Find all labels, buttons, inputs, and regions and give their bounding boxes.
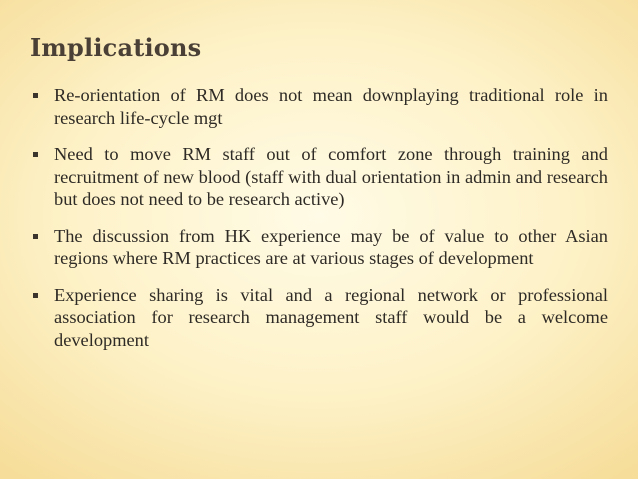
- bullet-item: [32, 225, 608, 270]
- square-bullet-icon: [33, 293, 38, 298]
- bullet-list: [32, 84, 608, 365]
- bullet-text: The discussion from HK experience may be of value to other Asian regions where RM practices are at various stages of development: [54, 225, 608, 268]
- slide-title: Implications: [30, 33, 202, 62]
- bullet-item: [32, 143, 608, 211]
- bullet-item: [32, 284, 608, 352]
- bullet-text: Need to move RM staff out of comfort zone through training and recruitment of new blood (staff with dual orientation in admin and research but does not need to be research active): [54, 144, 608, 209]
- square-bullet-icon: [33, 234, 38, 239]
- bullet-text: Experience sharing is vital and a regional network or professional association for research management staff would be a welcome development: [54, 284, 608, 350]
- square-bullet-icon: [33, 93, 38, 98]
- bullet-item: [32, 84, 608, 129]
- square-bullet-icon: [33, 152, 38, 157]
- bullet-text: Re-orientation of RM does not mean downplaying traditional role in research life-cycle mgt: [54, 85, 608, 128]
